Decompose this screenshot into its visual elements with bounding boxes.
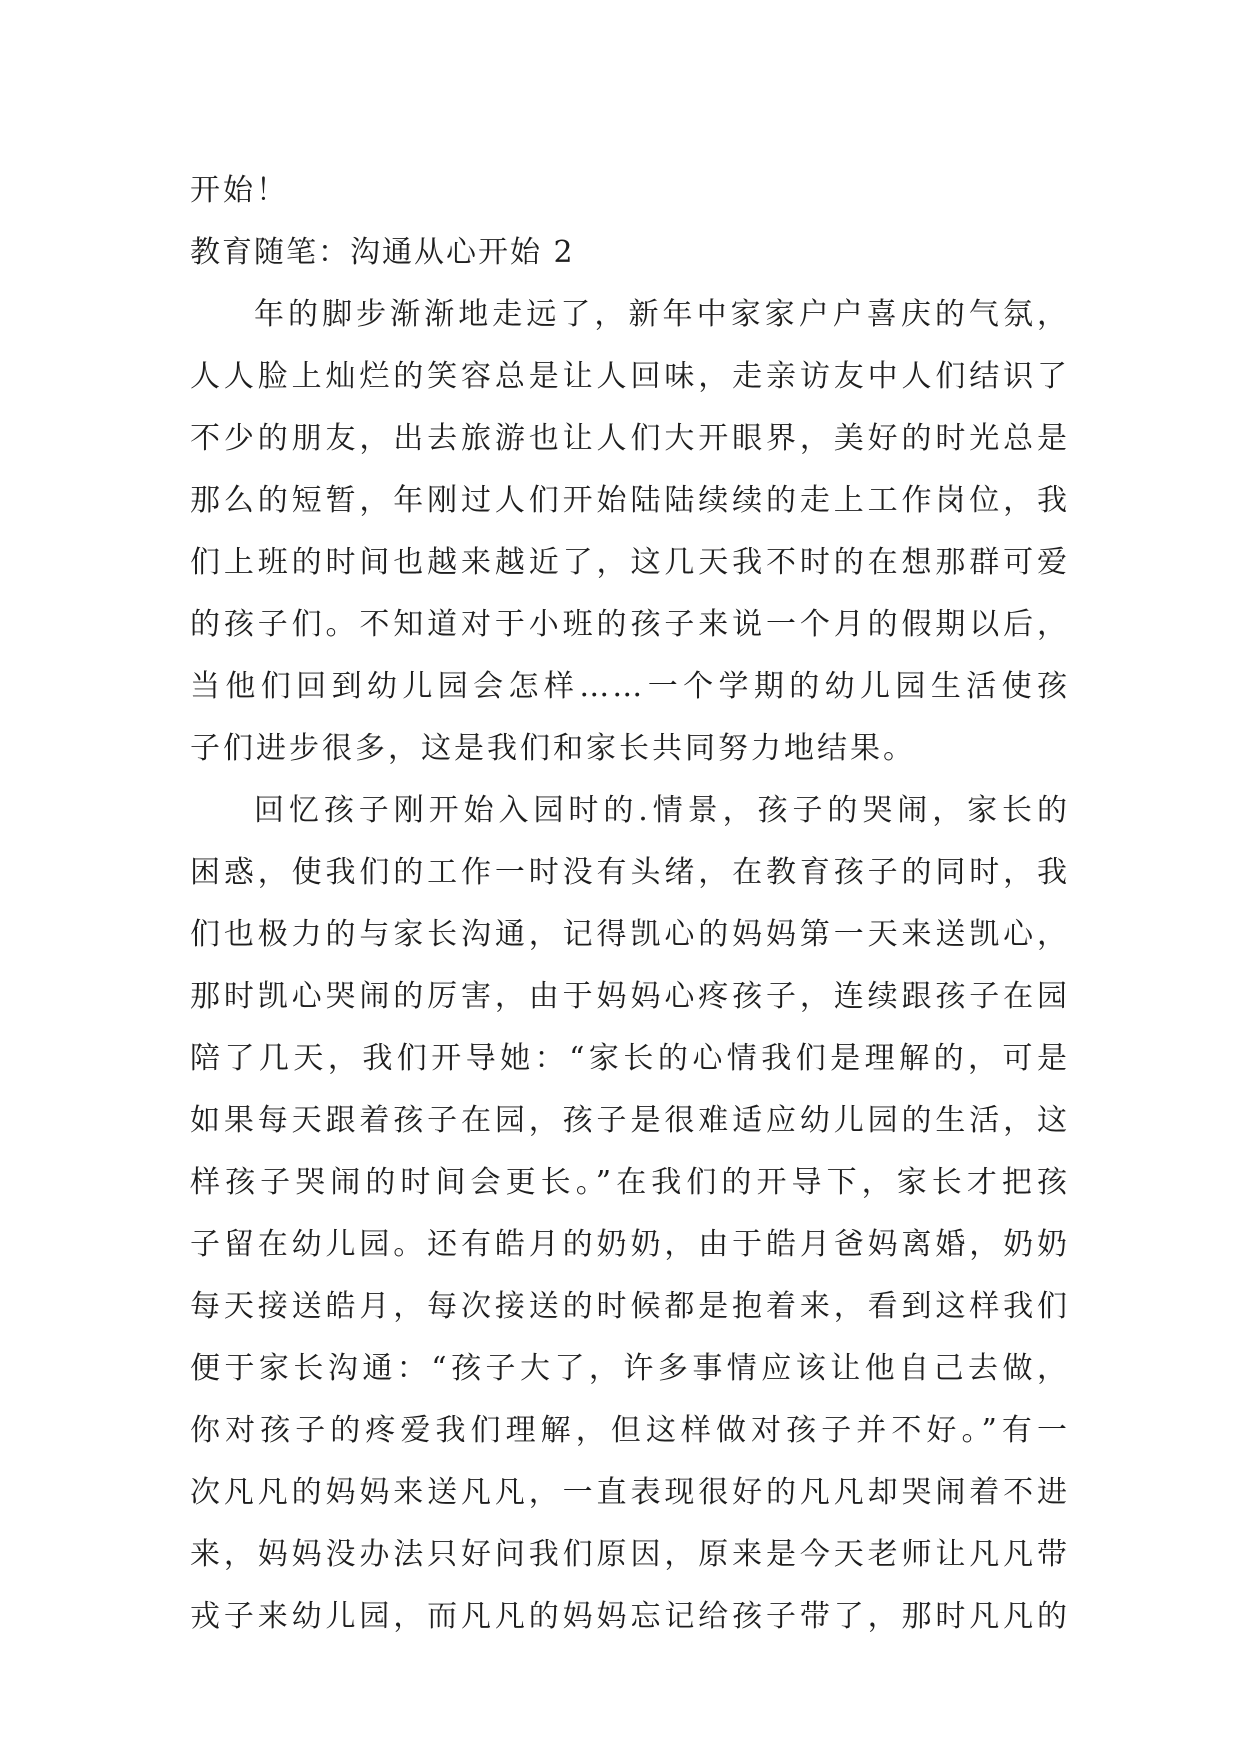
continuation-text: 开始！ — [190, 173, 289, 208]
paragraph-line: 年的脚步渐渐地走远了，新年中家家户户喜庆的气氛， — [254, 297, 1070, 332]
paragraph-line: 次凡凡的妈妈来送凡凡，一直表现很好的凡凡却哭闹着不进 — [190, 1475, 1070, 1510]
paragraph-line: 那时凯心哭闹的厉害，由于妈妈心疼孩子，连续跟孩子在园 — [190, 979, 1070, 1014]
paragraph-line: 子们进步很多，这是我们和家长共同努力地结果。 — [190, 731, 916, 766]
essay-heading: 教育随笔：沟通从心开始 2 — [190, 235, 575, 270]
paragraph-line: 来，妈妈没办法只好问我们原因，原来是今天老师让凡凡带 — [190, 1537, 1070, 1572]
paragraph-line: 们上班的时间也越来越近了，这几天我不时的在想那群可爱 — [190, 545, 1070, 580]
paragraph-1 — [190, 284, 1070, 780]
paragraph-line: 那么的短暂，年刚过人们开始陆陆续续的走上工作岗位，我 — [190, 483, 1070, 518]
paragraph-line: 不少的朋友，出去旅游也让人们大开眼界，美好的时光总是 — [190, 421, 1070, 456]
paragraph-line: 回忆孩子刚开始入园时的.情景，孩子的哭闹，家长的 — [254, 793, 1070, 828]
paragraph-line: 如果每天跟着孩子在园，孩子是很难适应幼儿园的生活，这 — [190, 1103, 1070, 1138]
paragraph-line: 人人脸上灿烂的笑容总是让人回味，走亲访友中人们结识了 — [190, 359, 1070, 394]
paragraph-line: 样孩子哭闹的时间会更长。”在我们的开导下，家长才把孩 — [190, 1165, 1070, 1200]
paragraph-line: 子留在幼儿园。还有皓月的奶奶，由于皓月爸妈离婚，奶奶 — [190, 1227, 1070, 1262]
paragraph-line: 当他们回到幼儿园会怎样……一个学期的幼儿园生活使孩 — [190, 669, 1070, 704]
paragraph-line: 戎子来幼儿园，而凡凡的妈妈忘记给孩子带了，那时凡凡的 — [190, 1599, 1070, 1634]
paragraph-line: 陪了几天，我们开导她：“家长的心情我们是理解的，可是 — [190, 1041, 1070, 1076]
document-body — [190, 160, 1070, 1648]
paragraph-2 — [190, 780, 1070, 1648]
paragraph-line: 困惑，使我们的工作一时没有头绪，在教育孩子的同时，我 — [190, 855, 1070, 890]
paragraph-line: 你对孩子的疼爱我们理解，但这样做对孩子并不好。”有一 — [190, 1413, 1070, 1448]
paragraph-line: 便于家长沟通：“孩子大了，许多事情应该让他自己去做， — [190, 1351, 1070, 1386]
paragraph-line: 每天接送皓月，每次接送的时候都是抱着来，看到这样我们 — [190, 1289, 1070, 1324]
paragraph-line: 们也极力的与家长沟通，记得凯心的妈妈第一天来送凯心， — [190, 917, 1070, 952]
paragraph-line: 的孩子们。不知道对于小班的孩子来说一个月的假期以后， — [190, 607, 1070, 642]
